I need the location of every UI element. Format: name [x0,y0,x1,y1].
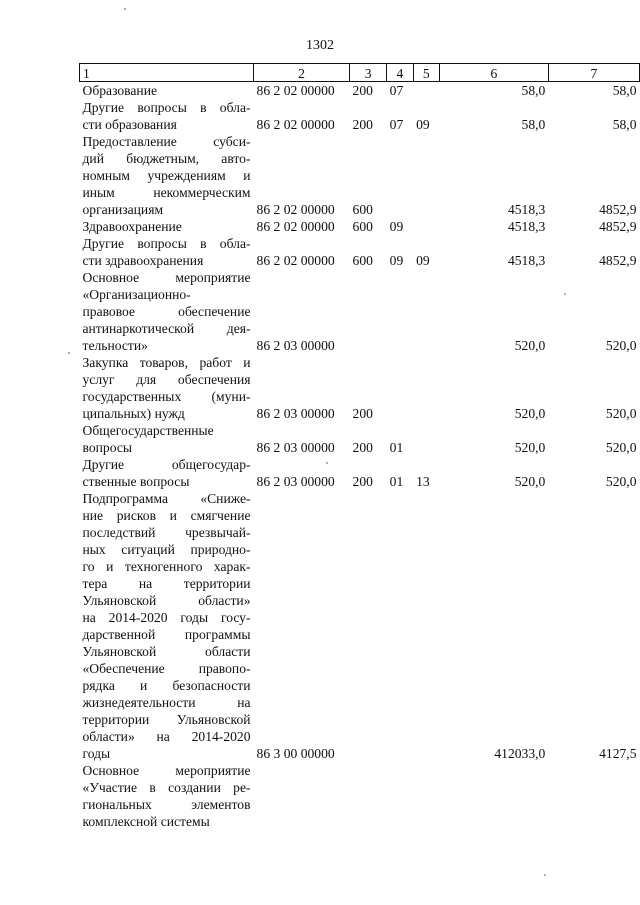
row-name-line: го и техногенного харак- [82,559,251,574]
row-code: 86 2 03 00000 [256,406,335,421]
table-row [80,456,640,490]
row-name-line: Здравоохранение [82,219,182,234]
row-col3 [350,269,387,354]
row-value-6: 4518,3 [507,219,546,234]
row-name-line: иным некоммерческим [82,185,251,200]
scan-speck [68,352,70,354]
row-value-7: 520,0 [605,338,637,353]
row-name [80,133,254,218]
row-col4 [387,762,413,830]
row-name-line: ние рисков и смягчение [82,508,251,523]
table-row [80,218,640,235]
row-code: 86 2 02 00000 [256,83,335,98]
row-name-line: Другие вопросы в обла- [82,100,251,115]
row-code: 86 2 03 00000 [256,338,335,353]
table-row [80,235,640,269]
table-row [80,269,640,354]
row-value-7: 4852,9 [599,202,637,217]
column-header: 2 [254,64,350,82]
row-name-line: сти образования [82,117,177,132]
row-col4 [387,269,413,354]
row-name-line: Закупка товаров, работ и [82,355,251,370]
row-name-line: тера на территории [82,576,251,591]
row-name-line: рядка и безопасности [82,678,251,693]
row-name-line: сти здравоохранения [82,253,204,268]
row-name [80,490,254,762]
row-name-line: территории Ульяновской [82,712,251,727]
row-code: 86 2 02 00000 [256,253,335,268]
row-name-line: гиональных элементов [82,797,251,812]
row-name [80,762,254,830]
row-value-6: 520,0 [514,406,546,421]
row-value-6: 520,0 [514,440,546,455]
row-col3 [350,762,387,830]
row-name-line: Основное мероприятие [82,763,251,778]
row-name-line: тельности» [82,338,148,353]
column-header: 4 [387,64,413,82]
row-name [80,269,254,354]
row-value-7: 4852,9 [599,253,637,268]
row-col5 [413,269,439,354]
row-name [80,456,254,490]
row-col5: 09 [416,117,430,132]
row-name [80,218,254,235]
row-value-6 [440,762,549,830]
row-value-6: 4518,3 [507,253,546,268]
page-number: 1302 [306,38,334,53]
row-code: 86 2 02 00000 [256,219,335,234]
row-name-line: жизнедеятельности на [82,695,251,710]
row-name-line: услуг для обеспечения [82,372,251,387]
row-name-line: ципальных) нужд [82,406,185,421]
row-code: 86 2 02 00000 [256,202,335,217]
row-col5 [413,762,439,830]
row-col5 [413,490,439,762]
row-name-line: Общегосударственные [82,423,214,438]
row-name-line: ственные вопросы [82,474,190,489]
row-name-line: комплексной системы [82,814,210,829]
table-row [80,82,640,100]
row-name-line: дарственной программы [82,627,251,642]
row-col3: 600 [352,253,373,268]
row-col5 [413,82,439,100]
row-col4: 07 [389,117,404,132]
row-name-line: «Участие в создании ре- [82,780,251,795]
table-row [80,422,640,456]
row-col4: 01 [389,474,404,489]
row-name-line: Другие общегосудар- [82,457,251,472]
row-code: 86 3 00 00000 [256,746,335,761]
row-col3: 200 [352,406,373,421]
budget-table [79,63,640,830]
row-name-line: Ульяновской области» [82,593,251,608]
row-name-line: Основное мероприятие [82,270,251,285]
row-col4: 01 [389,440,404,455]
row-name-line: Подпрограмма «Сниже- [82,491,251,506]
row-value-6: 4518,3 [507,202,546,217]
row-name-line: организациям [82,202,164,217]
row-name-line: ных ситуаций природно- [82,542,251,557]
row-value-6: 520,0 [514,474,546,489]
table-row [80,133,640,218]
row-code: 86 2 03 00000 [256,440,335,455]
row-name [80,235,254,269]
row-col4 [387,490,413,762]
row-code: 86 2 03 00000 [256,474,335,489]
column-header: 6 [440,64,549,82]
row-value-7: 520,0 [605,440,637,455]
row-name-line: Образование [82,83,158,98]
row-name-line: номным учреждениям и [82,168,251,183]
scan-speck [326,462,328,464]
table-header-row [80,64,640,82]
row-col5 [413,133,439,218]
column-header: 5 [413,64,439,82]
row-col5 [413,422,439,456]
row-col4: 09 [389,219,404,234]
row-name-line: годы [82,746,111,761]
row-col3: 200 [352,474,373,489]
row-value-7: 58,0 [612,117,637,132]
row-col4: 09 [389,253,404,268]
row-col3 [350,490,387,762]
scan-speck [124,8,126,10]
row-value-6: 58,0 [521,117,546,132]
row-name-line: «Организационно- [82,287,191,302]
row-col3: 600 [352,219,373,234]
row-value-6: 412033,0 [494,746,546,761]
row-name-line: вопросы [82,440,132,455]
row-value-6: 58,0 [521,83,546,98]
row-value-7: 58,0 [612,83,637,98]
column-header: 7 [548,64,639,82]
table-row [80,354,640,422]
row-value-7: 520,0 [605,474,637,489]
row-code: 86 2 02 00000 [256,117,335,132]
row-name-line: Предоставление субси- [82,134,251,149]
row-name-line: антинаркотической дея- [82,321,251,336]
column-header: 1 [80,64,254,82]
row-value-6: 520,0 [514,338,546,353]
row-name-line: «Обеспечение правопо- [82,661,251,676]
column-header: 3 [350,64,387,82]
row-name [80,422,254,456]
row-name-line: Ульяновской области [82,644,251,659]
scan-speck [564,293,566,295]
row-name-line: Другие вопросы в обла- [82,236,251,251]
row-col5: 13 [416,474,430,489]
table-row [80,762,640,830]
row-name-line: области» на 2014-2020 [82,729,251,744]
table-body [80,82,640,831]
row-col3: 600 [352,202,373,217]
row-name-line: на 2014-2020 годы госу- [82,610,251,625]
row-value-7: 4852,9 [599,219,637,234]
row-name-line: правовое обеспечение [82,304,251,319]
row-col3: 200 [352,440,373,455]
table-row [80,99,640,133]
row-code [254,762,350,830]
row-name [80,82,254,100]
row-col5: 09 [416,253,430,268]
row-name-line: государственных (муни- [82,389,251,404]
row-col5 [413,354,439,422]
row-col3: 200 [352,83,373,98]
row-name-line: последствий чрезвычай- [82,525,251,540]
scan-speck [544,874,546,876]
row-col4 [387,133,413,218]
row-name [80,354,254,422]
row-col4 [387,354,413,422]
row-name-line: дий бюджетным, авто- [82,151,251,166]
row-col4: 07 [389,83,404,98]
row-value-7: 4127,5 [599,746,637,761]
row-col3: 200 [352,117,373,132]
table-row [80,490,640,762]
row-col5 [413,218,439,235]
row-value-7: 520,0 [605,406,637,421]
row-name [80,99,254,133]
row-value-7 [548,762,639,830]
